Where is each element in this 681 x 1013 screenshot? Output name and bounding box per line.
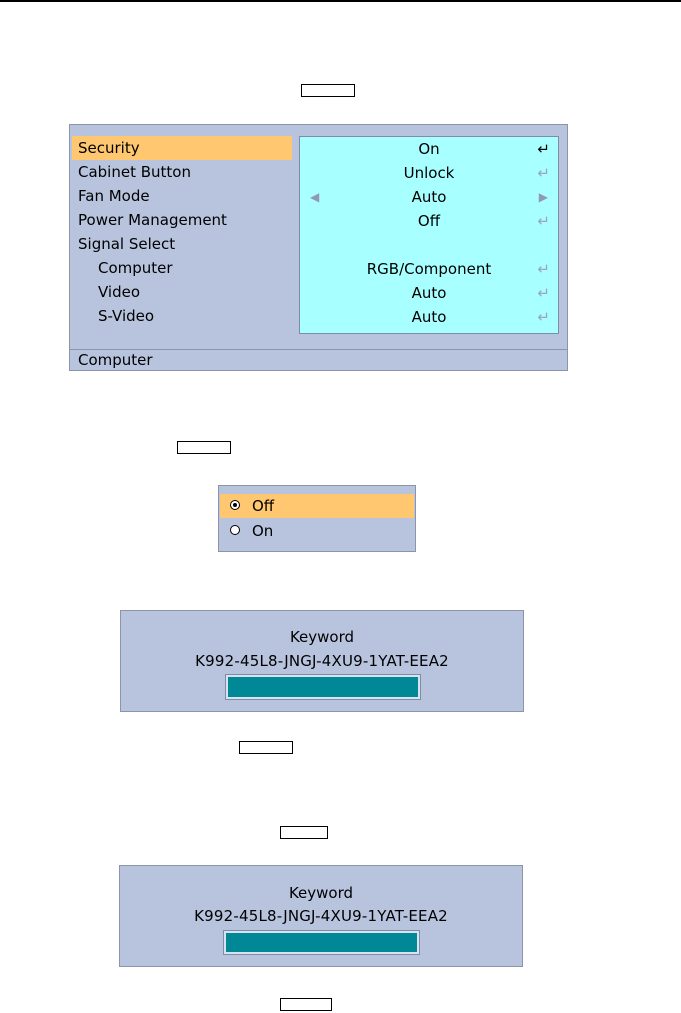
key-label-box	[280, 826, 328, 839]
enter-return-icon[interactable]: ↵	[537, 164, 550, 182]
key-label-box	[177, 441, 231, 454]
value-text: Auto	[411, 308, 447, 326]
value-row-video[interactable]	[300, 281, 558, 305]
value-text: RGB/Component	[366, 260, 492, 278]
radio-button-icon[interactable]	[230, 500, 240, 510]
setup-menu	[69, 124, 568, 371]
enter-return-icon[interactable]: ↵	[537, 260, 550, 278]
value-row-signal-select	[300, 233, 558, 257]
keyword-code: K992-45L8-JNGJ-4XU9-1YAT-EEA2	[195, 652, 449, 670]
keyword-dialog	[119, 865, 523, 967]
menu-item-fan-mode[interactable]: Fan Mode	[78, 187, 150, 205]
keyword-title: Keyword	[288, 884, 354, 902]
keyword-code: K992-45L8-JNGJ-4XU9-1YAT-EEA2	[194, 907, 448, 925]
enter-return-icon[interactable]: ↵	[537, 212, 550, 230]
menu-item-signal-select: Signal Select	[78, 235, 176, 253]
radio-option-on[interactable]	[220, 519, 414, 543]
menu-status-bar: Computer	[70, 349, 567, 370]
triangle-right-icon[interactable]: ▶	[538, 190, 548, 204]
menu-item-security[interactable]: Security	[72, 136, 292, 160]
value-row-s-video[interactable]	[300, 305, 558, 329]
radio-option-off[interactable]	[220, 494, 414, 518]
security-radio-dialog	[218, 485, 416, 552]
page-top-rule	[0, 0, 681, 2]
value-row-power-management[interactable]	[300, 209, 558, 233]
keyword-input[interactable]	[224, 931, 419, 954]
enter-return-icon[interactable]: ↵	[537, 284, 550, 302]
radio-button-icon[interactable]	[230, 525, 240, 535]
menu-item-video[interactable]: Video	[98, 283, 141, 301]
radio-label: On	[252, 522, 274, 540]
keyword-input[interactable]	[226, 675, 420, 699]
value-text: Auto	[411, 284, 447, 302]
key-label-box	[301, 84, 355, 97]
key-label-box	[239, 741, 293, 754]
menu-item-list	[72, 136, 292, 328]
value-row-fan-mode[interactable]	[300, 185, 558, 209]
radio-label: Off	[252, 497, 275, 515]
enter-return-icon[interactable]: ↵	[537, 140, 550, 158]
triangle-left-icon[interactable]: ◀	[310, 190, 320, 204]
value-text: Auto	[411, 188, 447, 206]
value-row-security[interactable]	[300, 137, 558, 161]
keyword-title: Keyword	[289, 628, 355, 646]
keyword-dialog	[120, 610, 524, 712]
value-row-computer[interactable]	[300, 257, 558, 281]
enter-return-icon[interactable]: ↵	[537, 308, 550, 326]
value-row-cabinet-button[interactable]	[300, 161, 558, 185]
value-text: Off	[417, 212, 441, 230]
menu-item-s-video[interactable]: S-Video	[98, 307, 155, 325]
menu-value-panel	[299, 136, 559, 334]
value-text: Unlock	[403, 164, 455, 182]
menu-item-cabinet-button[interactable]: Cabinet Button	[78, 163, 191, 181]
value-text: On	[418, 140, 440, 158]
key-label-box	[280, 998, 332, 1011]
menu-item-computer[interactable]: Computer	[98, 259, 173, 277]
menu-item-power-management[interactable]: Power Management	[78, 211, 227, 229]
